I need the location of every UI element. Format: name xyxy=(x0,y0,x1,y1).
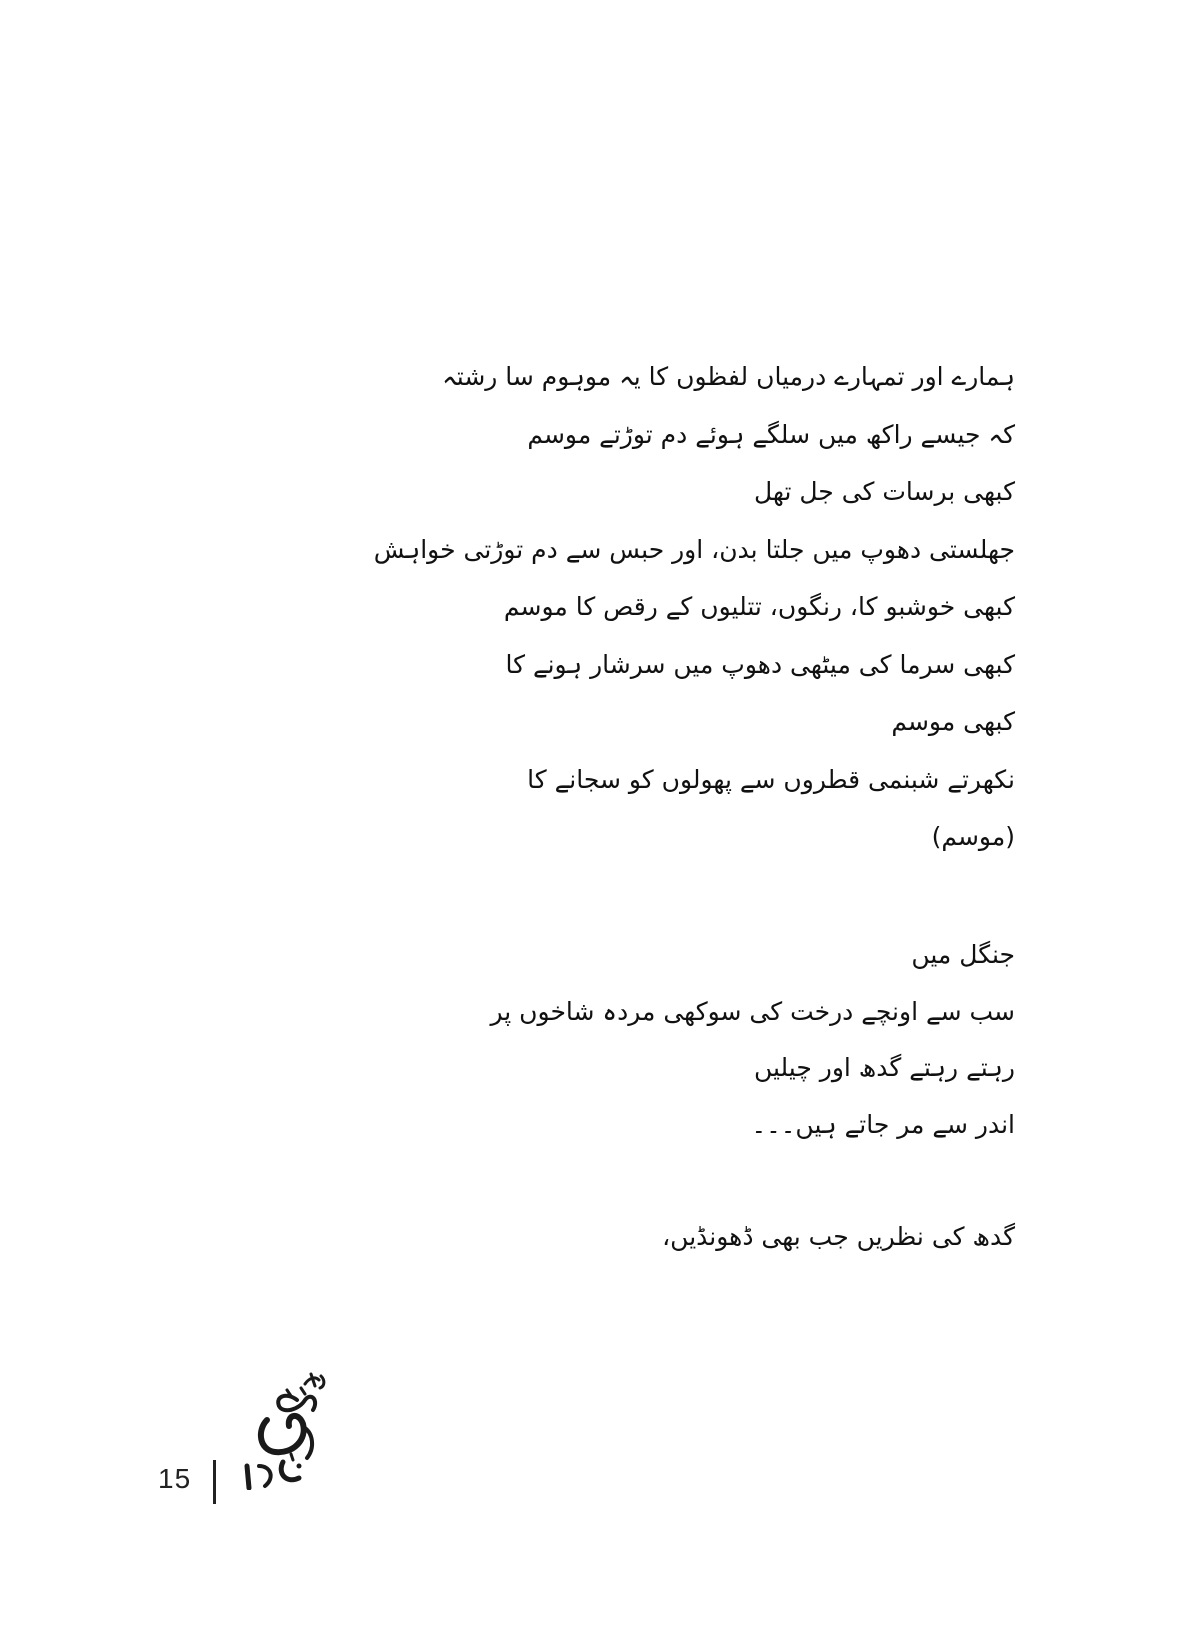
footer-divider xyxy=(213,1460,216,1504)
poem-line: کہ جیسے راکھ میں سلگے ہوئے دم توڑتے موسم xyxy=(527,419,1015,449)
poem-line: کبھی سرما کی میٹھی دھوپ میں سرشار ہونے کا xyxy=(505,649,1015,679)
poem-stanza-3 xyxy=(315,1222,1015,1280)
poem-line: رہتے رہتے گدھ اور چیلیں xyxy=(753,1053,1015,1082)
poem-line: گدھ کی نظریں جب بھی ڈھونڈیں، xyxy=(662,1222,1015,1251)
page-footer xyxy=(155,1370,355,1494)
poem-line: جھلستی دھوپ میں جلتا بدن، اور حبس سے دم توڑتی خواہش xyxy=(373,534,1015,564)
poem-stanza-1 xyxy=(315,362,1015,880)
poem-stanza-2 xyxy=(315,940,1015,1166)
poem-line: نکھرتے شبنمی قطروں سے پھولوں کو سجانے کا xyxy=(527,764,1015,794)
poem-line: (موسم) xyxy=(931,822,1015,851)
poem-line: جنگل میں xyxy=(911,940,1015,969)
poem-line: کبھی برسات کی جل تھل xyxy=(754,477,1015,506)
page-number: 15 xyxy=(158,1463,192,1494)
poem-line: ہمارے اور تمہارے درمیاں لفظوں کا یہ موہوم سا رشتہ xyxy=(442,362,1015,391)
poem-line: کبھی خوشبو کا، رنگوں، تتلیوں کے رقص کا موسم xyxy=(503,592,1015,621)
poem-line: کبھی موسم xyxy=(891,707,1015,736)
book-logo-icon xyxy=(227,1370,337,1490)
poem-line: اندر سے مر جاتے ہیں۔۔۔ xyxy=(751,1109,1015,1139)
poem-line: سب سے اونچے درخت کی سوکھی مردہ شاخوں پر xyxy=(490,996,1015,1026)
